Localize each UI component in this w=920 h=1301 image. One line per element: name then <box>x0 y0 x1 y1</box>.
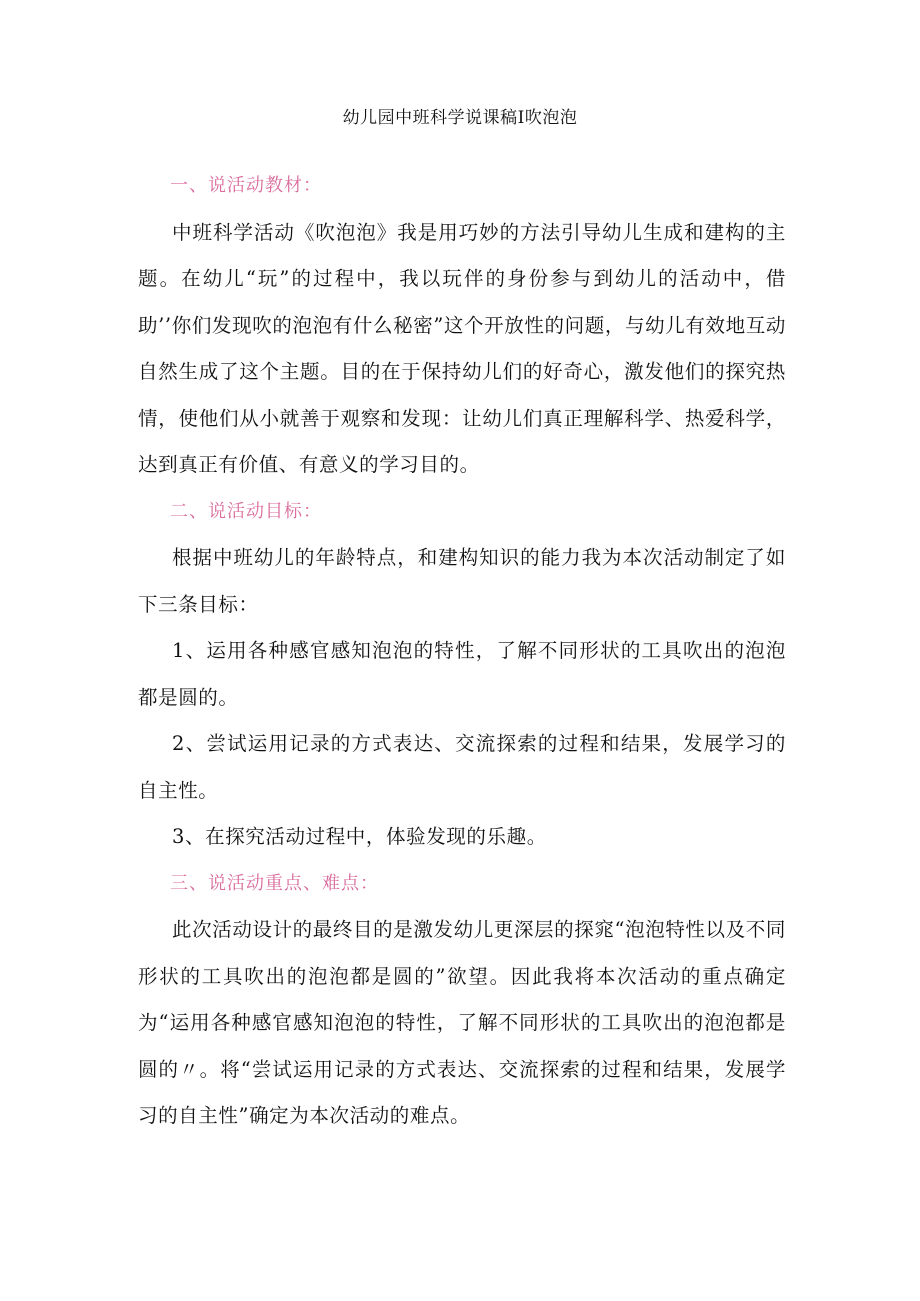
section-heading: 二、说活动目标： <box>170 500 322 522</box>
paragraph: 此次活动设计的最终目的是激发幼儿更深层的探窕“泡泡特性以及不同形状的工具吹出的泡泡都是圆的”欲望。因此我将本次活动的重点确定为“运用各种感官感知泡泡的特性，了解不同形状的工具吹出的泡泡都是圆的〃。将“尝试运用记录的方式表达、交流探索的过程和结果，发展学习的自主性”确定为本次活动的难点。 <box>138 918 786 1127</box>
section-activity-goals <box>138 489 786 861</box>
paragraph: 中班科学活动《吹泡泡》我是用巧妙的方法引导幼儿生成和建构的主题。在幼儿“玩”的过程中，我以玩伴的身份参与到幼儿的活动中，借助’’你们发现吹的泡泡有什么秘密”这个开放性的问题，与幼儿有效地互动自然生成了这个主题。目的在于保持幼儿们的好奇心，激发他们的探究热情，使他们从小就善于观察和发现：让幼儿们真正理解科学、热爱科学，达到真正有价值、有意义的学习目的。 <box>138 220 786 476</box>
section-teaching-material <box>138 163 786 489</box>
goal-item-2: 2、尝试运用记录的方式表达、交流探索的过程和结果，发展学习的自主性。 <box>138 732 786 802</box>
document-body <box>138 163 786 1140</box>
goal-item-1: 1、运用各种感官感知泡泡的特性，了解不同形状的工具吹出的泡泡都是圆的。 <box>138 639 786 709</box>
document-title: 幼儿园中班科学说课稿I吹泡泡 <box>342 108 578 128</box>
goal-item-3: 3、在探究活动过程中，体验发现的乐趣。 <box>172 825 547 848</box>
section-key-points <box>138 861 786 1140</box>
section-heading: 三、说活动重点、难点： <box>170 872 379 894</box>
section-heading: 一、说活动教材： <box>170 175 322 196</box>
paragraph: 根据中班幼儿的年龄特点，和建构知识的能力我为本次活动制定了如下三条目标： <box>138 546 786 616</box>
